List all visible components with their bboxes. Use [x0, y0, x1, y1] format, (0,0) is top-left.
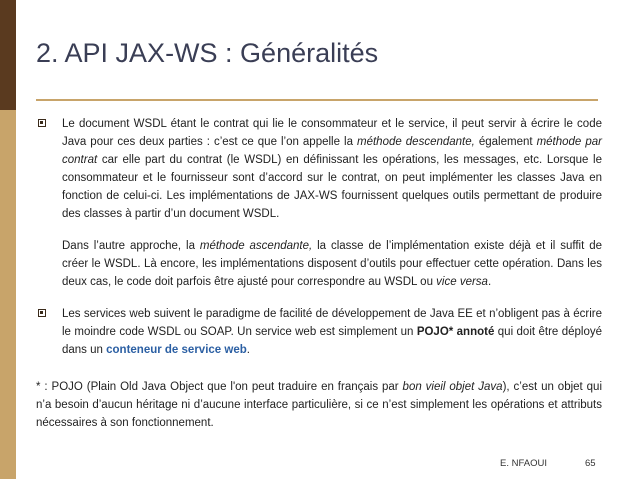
slide-title: 2. API JAX-WS : Généralités — [36, 38, 379, 68]
left-band-dark — [0, 0, 16, 110]
em-methode-descendante: méthode descendante, — [357, 136, 475, 148]
sub-paragraph-2: Dans l’autre approche, la méthode ascendante, la classe de l’implémentation existe déjà et il suffit de créer le WSDL. Là encore, les implémentations disposent d’outils pour effectuer cette opération. Dans les deux cas, le code doit parfois être ajusté pour correspondre au WSDL ou vice versa. — [62, 240, 602, 288]
footer-page-number: 65 — [585, 458, 596, 469]
em-methode-ascendante: méthode ascendante, — [199, 240, 313, 252]
left-band-light — [0, 110, 16, 479]
left-decorative-band — [0, 0, 16, 479]
em-bon-vieil-objet-java: bon vieil objet Java — [402, 381, 503, 393]
footnote-pojo: * : POJO (Plain Old Java Object que l'on peut traduire en français par bon vieil objet Java), c’est un objet qui n’a besoin d’aucun héritage ni d’aucune interface particulière, si ce n’est simplement les opérations et attributs nécessaires à son fonctionnement. — [36, 381, 603, 429]
conteneur-service-web-link[interactable]: conteneur de service web — [106, 344, 247, 356]
bullet-paragraph-3: Les services web suivent le paradigme de facilité de développement de Java EE et n’obligent pas à écrire le moindre code WSDL ou SOAP. Un service web est simplement un POJO* annoté qui doit être déployé dans un conteneur de service web. — [36, 305, 602, 359]
em-vice-versa: vice versa — [436, 276, 488, 288]
title-divider — [36, 99, 598, 101]
em-methode-par-contrat: méthode par contrat — [62, 136, 602, 166]
bullet-paragraph-1: Le document WSDL étant le contrat qui lie le consommateur et le service, il peut servir à écrire le code Java pour ces deux parties : c’est ce que l’on appelle la méthode descendante, également méthode par contrat car elle part du contrat (le WSDL) en définissant les opérations, les messages, etc. Lorsque le consommateur et le fournisseur sont d’accord sur le contrat, on peut implémenter les classes Java en fonction de celui-ci. Les implémentations de JAX-WS fournissent quelques outils permettant de produire des classes à partir d’un document WSDL. — [36, 115, 602, 223]
square-bullet-icon — [38, 309, 46, 317]
slide-content — [36, 115, 602, 373]
square-bullet-icon — [38, 119, 46, 127]
strong-pojo-annote: POJO* annoté — [416, 326, 495, 338]
footer-author: E. NFAOUI — [500, 458, 547, 469]
